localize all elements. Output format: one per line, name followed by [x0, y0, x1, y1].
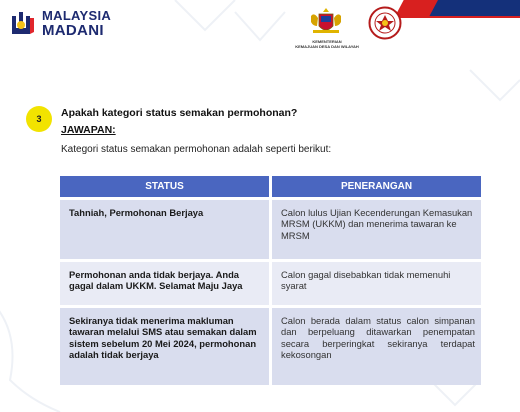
table-header-row	[60, 176, 481, 197]
table-header-status: STATUS	[60, 176, 269, 197]
status-cell: Sekiranya tidak menerima makluman tawaran melalui SMS atau semakan dalam sistem sebelum 20 Mei 2024, permohonan adalah tidak berjaya	[60, 308, 269, 385]
page-header	[0, 0, 520, 58]
ministry-name-line1: KEMENTERIAN	[312, 39, 342, 44]
malaysia-madani-logo-icon	[10, 8, 36, 36]
header-blue-stripe	[429, 0, 520, 16]
answer-intro: Kategori status semakan permohonan adalah seperti berikut:	[61, 144, 332, 155]
brand-name-line2: MADANI	[42, 22, 104, 39]
brand-name-line1: MALAYSIA	[42, 8, 112, 23]
description-cell: Calon gagal disebabkan tidak memenuhi syarat	[272, 262, 481, 305]
description-cell: Calon lulus Ujian Kecenderungan Kemasukan MRSM (UKKM) dan menerima tawaran ke MRSM	[272, 200, 481, 259]
mara-seal-icon	[368, 6, 402, 40]
coat-of-arms-icon	[305, 6, 347, 36]
question-text: Apakah kategori status semakan permohonan?	[61, 107, 298, 119]
table-row	[60, 200, 481, 259]
question-number-badge: 3	[26, 106, 52, 132]
table-row	[60, 308, 481, 385]
ministry-name	[290, 39, 364, 49]
status-table	[60, 176, 481, 385]
answer-label: JAWAPAN:	[61, 124, 116, 136]
table-header-description: PENERANGAN	[272, 176, 481, 197]
status-cell: Permohonan anda tidak berjaya. Anda gagal dalam UKKM. Selamat Maju Jaya	[60, 262, 269, 305]
status-cell: Tahniah, Permohonan Berjaya	[60, 200, 269, 259]
description-cell: Calon berada dalam status calon simpanan dan berpeluang ditawarkan penempatan secara berperingkat sekiranya terdapat kekosongan	[272, 308, 481, 385]
ministry-name-line2: KEMAJUAN DESA DAN WILAYAH	[295, 44, 359, 49]
table-row	[60, 262, 481, 305]
